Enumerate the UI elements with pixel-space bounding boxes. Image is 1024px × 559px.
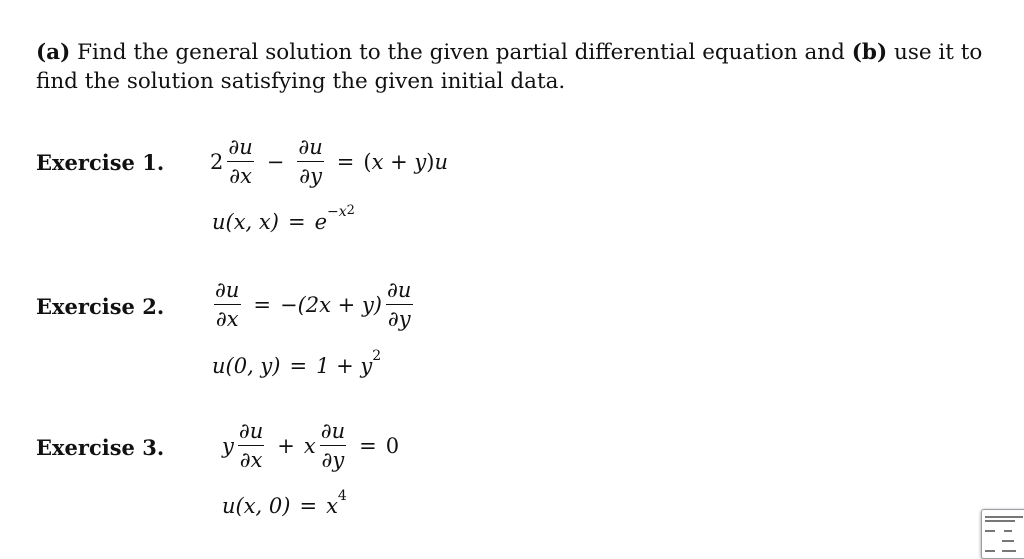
part-a-marker: (a): [36, 40, 71, 65]
initial-power: 2: [372, 348, 382, 364]
initial-rhs: x: [326, 494, 338, 518]
equals-sign: =: [336, 149, 355, 174]
instructions: [36, 38, 996, 96]
exercise-3-label: Exercise 3.: [36, 435, 165, 460]
initial-lhs: u(x, 0): [222, 494, 291, 518]
rhs: (x + y)u: [363, 149, 449, 174]
plus-sign: +: [277, 433, 295, 458]
part-b-marker: (b): [851, 40, 888, 65]
partial-u-partial-x: $\frac{\partial u}{\partial x}$: [228, 135, 253, 188]
initial-rhs: e: [314, 210, 327, 234]
exercise-3-equation: [222, 419, 399, 472]
exercise-1-initial-condition: u(x, x) = e −x2: [212, 203, 355, 234]
exercise-2-label: Exercise 2.: [36, 294, 165, 319]
exercise-2-equation: [210, 278, 416, 331]
partial-u-partial-y: $\frac{\partial u}{\partial y}$: [298, 135, 323, 188]
initial-lhs: u(0, y): [212, 354, 281, 378]
x-coefficient: x: [303, 433, 316, 458]
exercise-3-initial-condition: u(x, 0) = x 4: [222, 488, 347, 518]
y-coefficient: y: [222, 433, 234, 458]
equals-sign: =: [253, 292, 271, 317]
coefficient: 2: [210, 149, 224, 174]
minus-sign: −: [266, 149, 285, 174]
rhs-zero: 0: [385, 433, 400, 458]
exercise-2-initial-condition: u(0, y) = 1 + y 2: [212, 348, 382, 378]
exercise-1-label: Exercise 1.: [36, 150, 165, 175]
partial-u-partial-y: $\frac{\partial u}{\partial y}$: [320, 419, 346, 472]
partial-u-partial-x: $\frac{\partial u}{\partial x}$: [238, 419, 264, 472]
exercise-1-equation: [210, 135, 448, 188]
initial-exponent: −x2: [327, 203, 355, 220]
equals-sign: =: [359, 433, 377, 458]
initial-lhs: u(x, x): [212, 210, 279, 234]
partial-u-partial-y: $\frac{\partial u}{\partial y}$: [387, 278, 412, 331]
coefficient: −(2x + y): [280, 292, 382, 317]
initial-rhs: 1 + y: [316, 354, 373, 378]
instructions-text-1: Find the general solution to the given partial differential equation and: [70, 40, 852, 65]
initial-power: 4: [337, 488, 347, 504]
partial-u-partial-x: $\frac{\partial u}{\partial x}$: [215, 278, 240, 331]
instructions-text-2: use it to find the solution satisfying the given initial data.: [36, 40, 983, 94]
